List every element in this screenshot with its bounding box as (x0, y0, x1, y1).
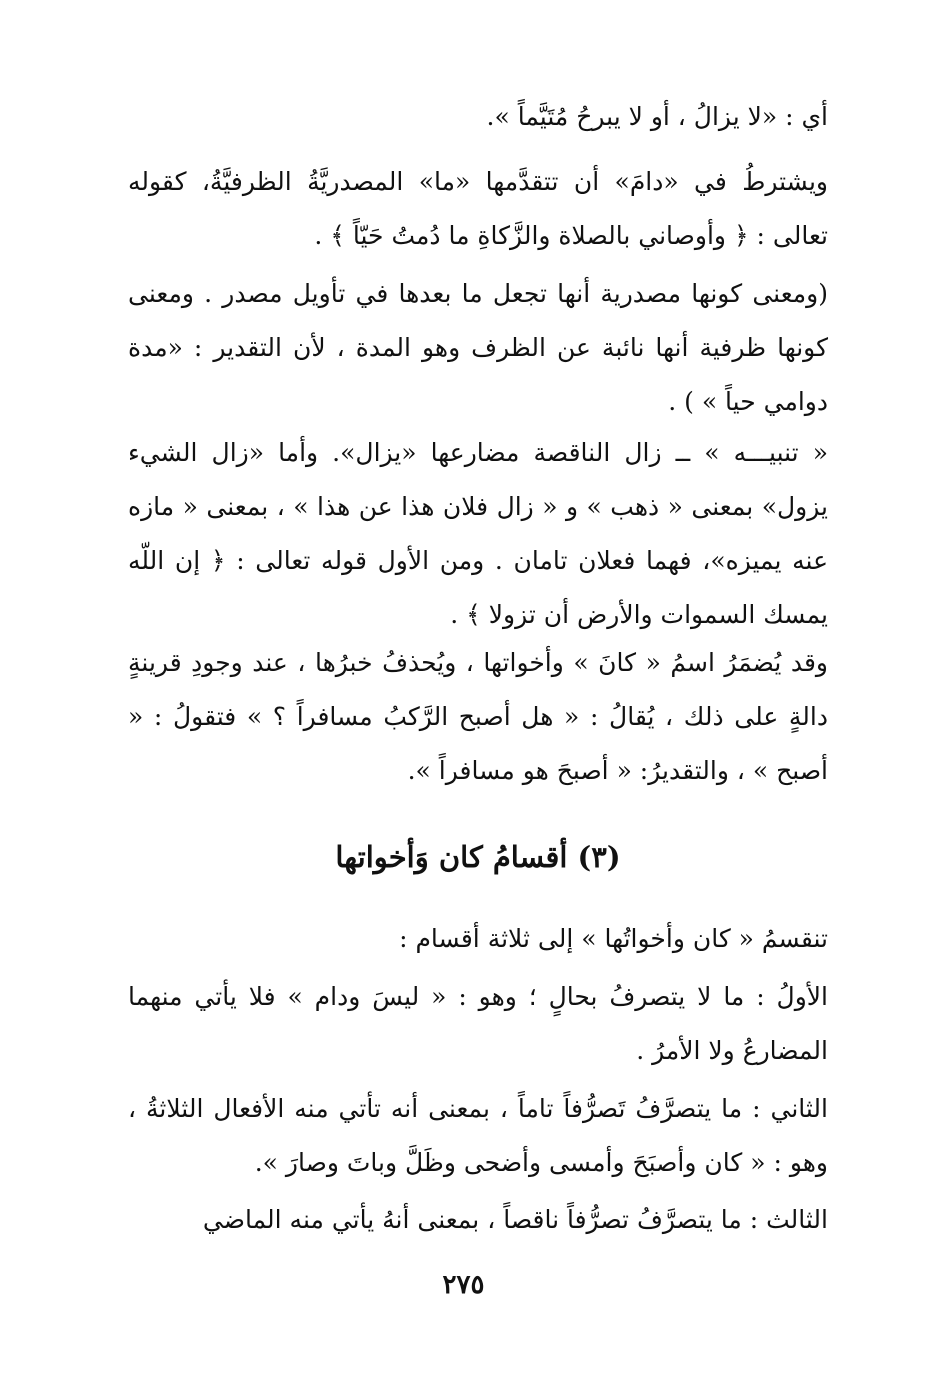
paragraph-second-type: الثاني : ما يتصرَّفُ تَصرُّفاً تاماً ، بمعنى أنه تأتي منه الأفعال الثلاثةُ ، وهو : « كان وأصبَحَ وأمسى وأضحى وظَلَّ وباتَ وصارَ ». (128, 1094, 828, 1177)
section-heading: (٣) أقسامُ كان وَأخواتها (335, 840, 621, 874)
paragraph-first-type: الأولُ : ما لا يتصرفُ بحالٍ ؛ وهو : « ليسَ ودام » فلا يأتي منهما المضارعُ ولا الأمرُ . (128, 982, 828, 1065)
paragraph-third-type: الثالث : ما يتصرَّفُ تصرُّفاً ناقصاً ، بمعنى أنهُ يأتي منه الماضي (202, 1205, 828, 1234)
paragraph-omission-kana: وقد يُضمَرُ اسمُ « كانَ » وأخواتها ، ويُحذفُ خبرُها ، عند وجودِ قرينةٍ دالةٍ على ذلك ، يُقالُ : « هل أصبح الرَّكبُ مسافراً ؟ » فتقولُ : « أصبح » ، والتقديرُ: « أصبحَ هو مسافراً ». (128, 648, 828, 785)
paragraph-dama-condition: ويشترطُ في «دامَ» أن تتقدَّمها «ما» المصدريَّةُ الظرفيَّةُ، كقوله تعالى : ﴿ وأوصاني بالصلاة والزَّكاةِ ما دُمتُ حَيّاً ﴾ . (128, 167, 828, 250)
paragraph-example-yazal: أي : «لا يزالُ ، أو لا يبرحُ مُتَيَّماً ». (486, 102, 828, 131)
paragraph-division-intro: تنقسمُ « كان وأخواتُها » إلى ثلاثة أقسام : (399, 924, 828, 953)
paragraph-masdariyya-meaning: (ومعنى كونها مصدرية أنها تجعل ما بعدها في تأويل مصدر . ومعنى كونها ظرفية أنها نائبة عن الظرف وهو المدة ، لأن التقدير : «مدة دوامي حياً » ) . (128, 279, 828, 416)
page-number: ٢٧٥ (442, 1270, 485, 1300)
paragraph-tanbih-zala: « تنبيـــه » ــ زال الناقصة مضارعها «يزال». وأما «زال الشيء يزول» بمعنى « ذهب » و « زال فلان هذا عن هذا » ، بمعنى « مازه عنه يميزه»، فهما فعلان تامان . ومن الأول قوله تعالى : ﴿ إن اللّه يمسك السموات والأرض أن تزولا ﴾ . (128, 438, 828, 629)
